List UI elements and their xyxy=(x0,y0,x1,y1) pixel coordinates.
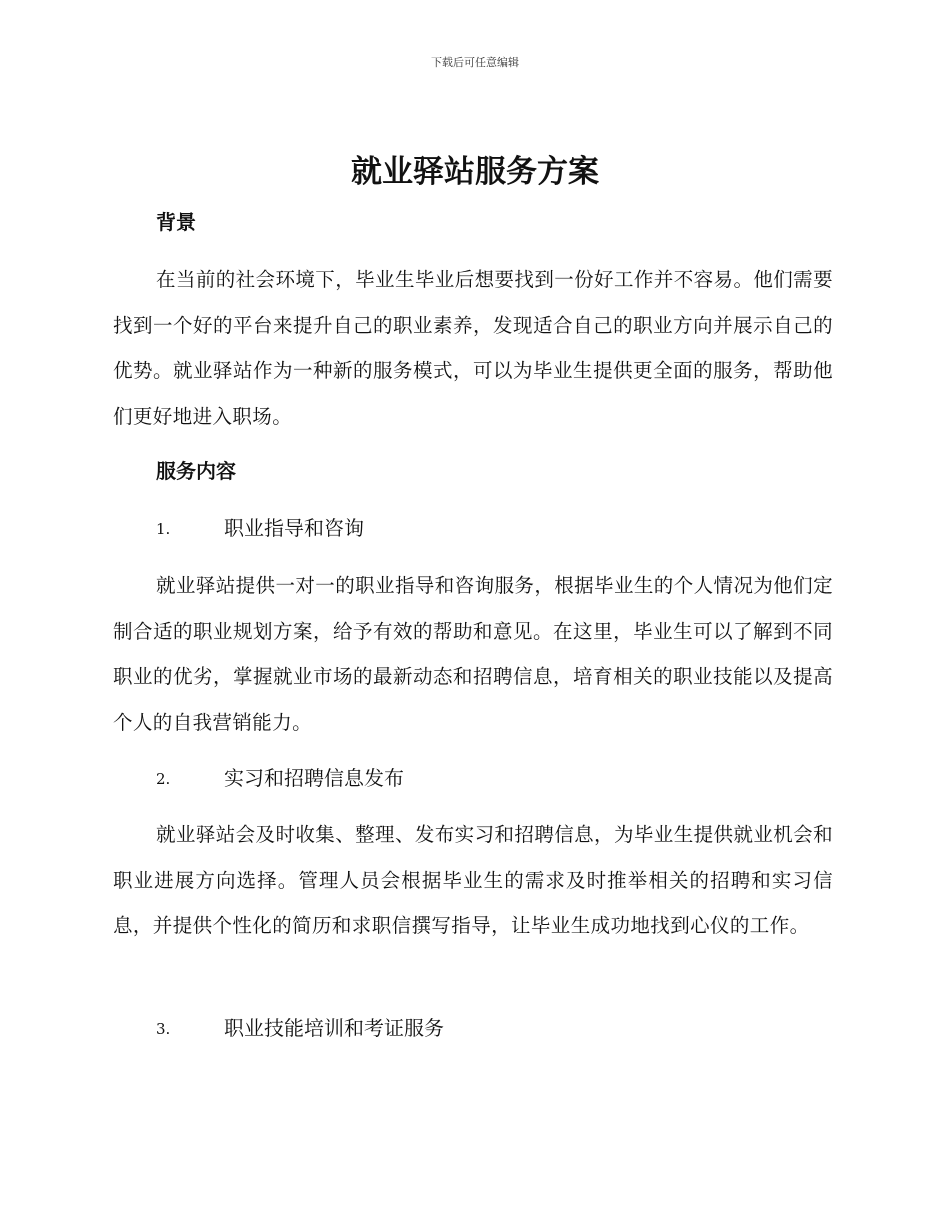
paragraph-background: 在当前的社会环境下，毕业生毕业后想要找到一份好工作并不容易。他们需要找到一个好的平台来提升自己的职业素养，发现适合自己的职业方向并展示自己的优势。就业驿站作为一种新的服务模式，可以为毕业生提供更全面的服务，帮助他们更好地进入职场。 xyxy=(113,268,833,428)
list-item-title: 职业技能培训和考证服务 xyxy=(224,1016,444,1040)
section-heading-background: 背景 xyxy=(156,210,196,234)
list-number: 3. xyxy=(156,1020,171,1038)
list-item-2 xyxy=(156,763,836,793)
section-heading-services: 服务内容 xyxy=(156,459,236,483)
list-item-title: 实习和招聘信息发布 xyxy=(224,766,404,790)
paragraph-career-guidance: 就业驿站提供一对一的职业指导和咨询服务，根据毕业生的个人情况为他们定制合适的职业规划方案，给予有效的帮助和意见。在这里，毕业生可以了解到不同职业的优劣，掌握就业市场的最新动态和招聘信息，培育相关的职业技能以及提高个人的自我营销能力。 xyxy=(113,574,833,734)
list-number: 1. xyxy=(156,520,171,538)
paragraph-job-postings: 就业驿站会及时收集、整理、发布实习和招聘信息，为毕业生提供就业机会和职业进展方向选择。管理人员会根据毕业生的需求及时推举相关的招聘和实习信息，并提供个性化的简历和求职信撰写指导，让毕业生成功地找到心仪的工作。 xyxy=(113,823,833,937)
list-number: 2. xyxy=(156,770,171,788)
header-note: 下载后可任意编辑 xyxy=(431,56,519,69)
list-item-3 xyxy=(156,1013,836,1043)
document-title: 就业驿站服务方案 xyxy=(351,154,599,190)
list-item-title: 职业指导和咨询 xyxy=(224,516,364,540)
list-item-1 xyxy=(156,513,836,543)
